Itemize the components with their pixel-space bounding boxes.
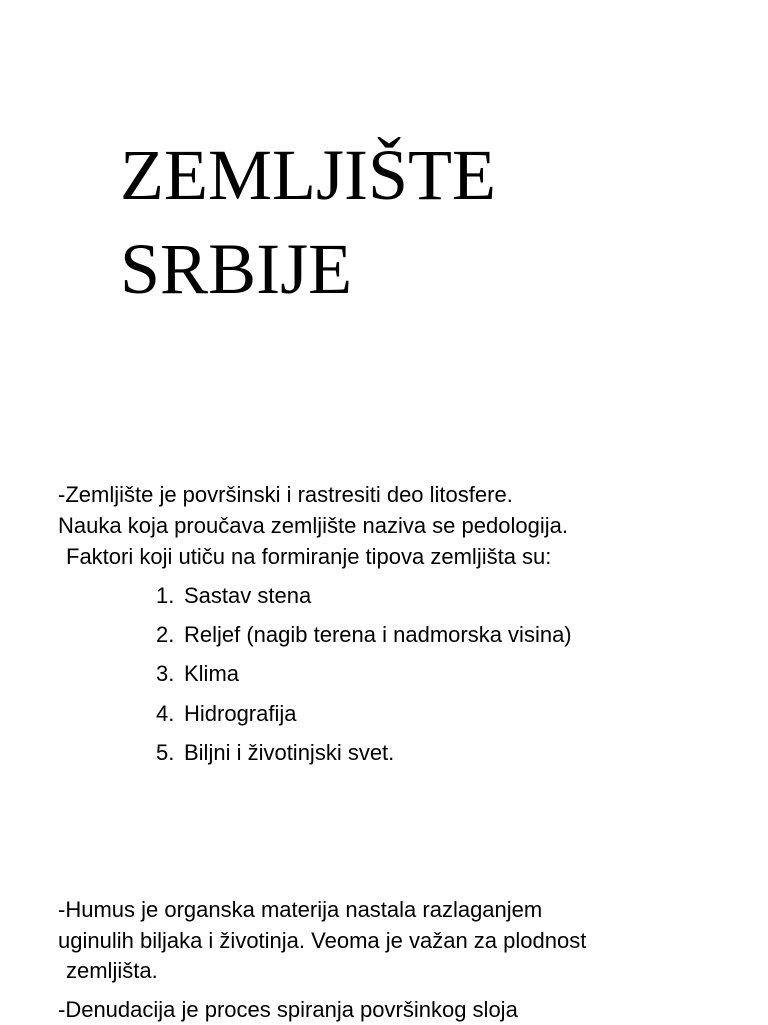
list-number: 3.: [156, 661, 175, 686]
title-line-2: SRBIJE: [120, 229, 353, 309]
humus-line-3: zemljišta.: [66, 958, 158, 983]
list-number: 1.: [156, 583, 175, 608]
list-number: 2.: [156, 622, 175, 647]
list-text: Hidrografija: [184, 701, 297, 726]
title-line-1: ZEMLJIŠTE: [120, 135, 496, 215]
list-item: [156, 738, 394, 768]
humus-line-1: -Humus je organska materija nastala razlaganjem: [58, 897, 543, 922]
page-title: [120, 128, 496, 316]
intro-line-1: -Zemljište je površinski i rastresiti deo litosfere.: [58, 482, 513, 507]
intro-line-2: Nauka koja proučava zemljište naziva se pedologija.: [58, 513, 568, 538]
intro-line-3: Faktori koji utiču na formiranje tipova zemljišta su:: [66, 544, 552, 569]
list-item: [156, 659, 239, 689]
list-number: 5.: [156, 740, 175, 765]
list-text: Reljef (nagib terena i nadmorska visina): [184, 622, 572, 647]
list-text: Klima: [184, 661, 240, 686]
list-item: [156, 620, 572, 650]
list-item: [156, 699, 297, 729]
list-number: 4.: [156, 701, 175, 726]
list-text: Sastav stena: [184, 583, 312, 608]
denudation-line-1: -Denudacija je proces spiranja površinkog sloja: [58, 997, 518, 1022]
humus-line-2: uginulih biljaka i životinja. Veoma je važan za plodnost: [58, 928, 587, 953]
list-item: [156, 581, 311, 611]
list-text: Biljni i životinjski svet.: [184, 740, 395, 765]
